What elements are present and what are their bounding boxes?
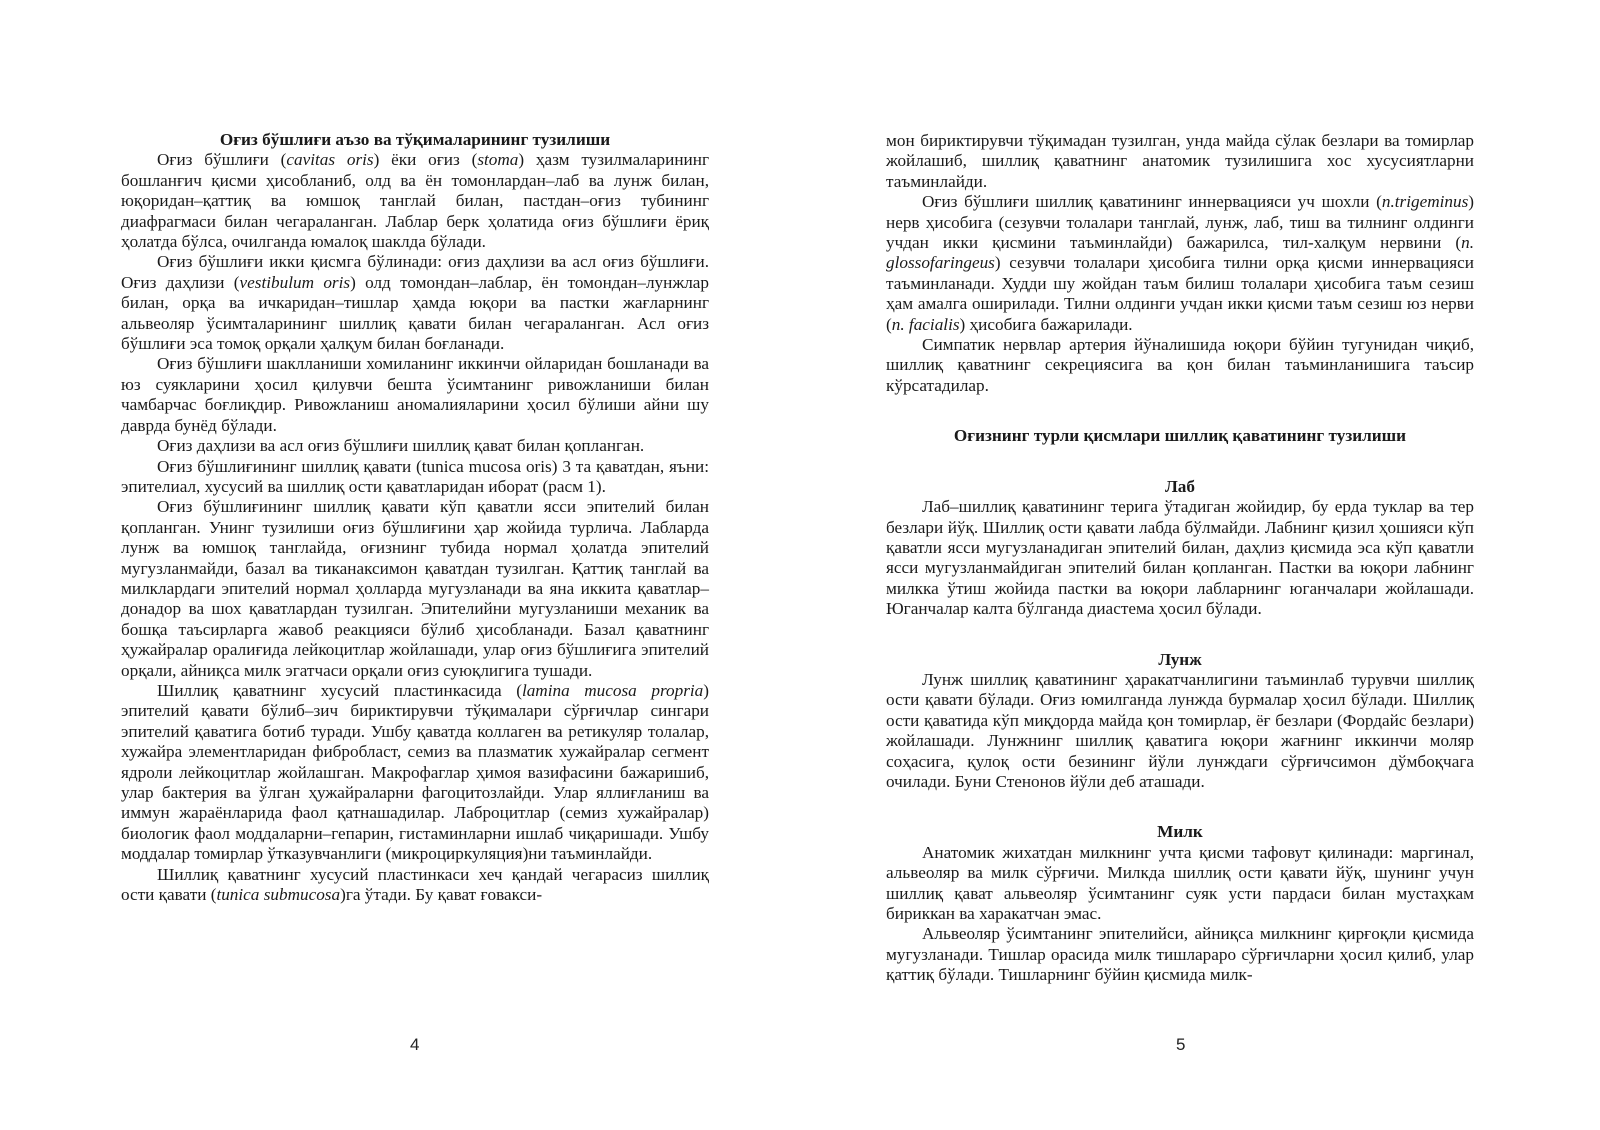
page-number-left: 4 [410, 1035, 420, 1054]
paragraph: Оғиз бўшлиғи (cavitas oris) ёки оғиз (stoma) ҳазм тузилмаларининг бошланғич қисми ҳисобланиб, олд ва ён томонлардан–лаб ва лунж билан, юқоридан–қаттиқ ва юмшоқ танглай билан, пастдан–оғиз тубининг диафрагмаси билан чегараланган. Лаблар берк ҳолатида оғиз бўшлиғи ёриқ ҳолатда бўлса, очилганда юмалоқ шаклда бўлади. [121, 150, 709, 252]
section-heading: Оғизнинг турли қисмлари шиллиқ қаватининг тузилиши [953, 426, 1407, 446]
subheading-lunzh: Лунж [1158, 649, 1202, 669]
page-number-right: 5 [1176, 1035, 1186, 1054]
subheading-milk: Милк [1157, 822, 1203, 842]
paragraph: Оғиз бўшлиғининг шиллиқ қавати кўп қаватли ясси эпителий билан қопланган. Унинг тузилиши оғиз бўшлиғини ҳар жойида турлича. Лабларда лунж ва юмшоқ танглайда, оғизнинг тубида нормал ҳолатда эпителий мугузланмайди, базал ва тиканаксимон қаватдан тузилган. Қаттиқ танглай ва милклардаги эпителий нормал ҳолларда мугузланади ва яна иккита қаватлар–донадор ва шох қаватлардан тузилган. Эпителийни мугузланиши механик ва бошқа таъсирларга жавоб реакцияси бўлиб ҳисобланади. Базал қаватнинг ҳужайралар оралиғида лейкоцитлар жойлашади, улар оғиз бўшлиғига эпителий орқали, айниқса милк эгатчаси орқали оғиз суюқлигига тушади. [121, 497, 709, 680]
subheading-lab: Лаб [1165, 476, 1195, 496]
paragraph: Симпатик нервлар артерия йўналишида юқори бўйин тугунидан чиқиб, шиллиқ қаватнинг секрециясига ва қон билан таъминланишига таъсир кўрсатадилар. [886, 335, 1474, 395]
paragraph: Шиллиқ қаватнинг хусусий пластинкаси хеч қандай чегарасиз шиллиқ ости қавати (tunica submucosa)га ўтади. Бу қават ғовакси- [121, 864, 709, 905]
paragraph: Шиллиқ қаватнинг хусусий пластинкасида (lamina mucosa propria) эпителий қавати бўлиб–зич бириктирувчи тўқималари сўрғичлар сингари эпителий қаватига ботиб туради. Ушбу қаватда коллаген ва ретикуляр толалар, хужайра элементларидан фибробласт, семиз ва плазматик хужайралар сегмент ядроли лейкоцитлар жойлашган. Макрофаглар ҳимоя вазифасини бажаришиб, улар бактерия ва ўлган ҳужайраларни фагоцитозлайди. Улар яллиғланиш ва иммун жараёнларида фаол қатнашадилар. Лаброцитлар (семиз хужайралар) биологик фаол моддаларни–гепарин, гистаминларни ишлаб чиқаришади. Ушбу моддалар томирлар ўтказувчанлиги (микроциркуляция)ни таъминлайди. [121, 680, 709, 864]
paragraph: Оғиз бўшлиғи икки қисмга бўлинади: оғиз даҳлизи ва асл оғиз бўшлиғи. Оғиз даҳлизи (vestibulum oris) олд томондан–лаблар, ён томондан–лунжлар билан, орқа ва ичкаридан–тишлар ҳамда юқори ва пастки жағларнинг альвеоляр ўсимталарининг шиллиқ қавати билан чегараланган. Асл оғиз бўшлиғи эса томоқ орқали ҳалқум билан боғланади. [121, 252, 710, 354]
left-page [121, 130, 709, 905]
paragraph: Оғиз бўшлиғининг шиллиқ қавати (tunica mucosa oris) 3 та қаватдан, яъни: эпителиал, хусусий ва шиллиқ ости қаватларидан иборат (расм 1). [121, 456, 709, 496]
paragraph: Оғиз даҳлизи ва асл оғиз бўшлиғи шиллиқ қават билан қопланган. [157, 436, 645, 456]
paragraph: Альвеоляр ўсимтанинг эпителийси, айниқса милкнинг қирғоқли қисмида мугузланади. Тишлар орасида милк тишлараро сўрғичларни ҳосил қилиб, улар қаттиқ бўлади. Тишларнинг бўйин қисмида милк- [886, 924, 1474, 985]
right-page [886, 131, 1474, 986]
paragraph: Оғиз бўшлиғи шиллиқ қаватининг иннервацияси уч шохли (n.trigeminus) нерв ҳисобига (сезувчи толалари танглай, лунж, лаб, тиш ва тилнинг олдинги учдан икки қисмини таъминлайди) бажарилса, тил-халқум нервини (n. glossofaringeus) сезувчи толалари ҳисобига тилни орқа қисми иннервацияси таъминланади. Худди шу жойдан таъм билиш толалари ҳисобига таъм сезиш ҳам амалга оширилади. Тилни олдинги учдан икки қисми таъм сезиш юз нерви (n. facialis) ҳисобига бажарилади. [886, 192, 1474, 334]
paragraph: Оғиз бўшлиғи шаклланиши хомиланинг иккинчи ойларидан бошланади ва юз суякларини ҳосил қилувчи бешта ўсимтанинг ривожланиши билан чамбарчас боғлиқдир. Ривожланиш аномалияларини ҳосил бўлиши айни шу даврда бунёд бўлади. [121, 354, 709, 435]
paragraph: мон бириктирувчи тўқимадан тузилган, унда майда сўлак безлари ва томирлар жойлашиб, шиллиқ қаватнинг анатомик тузилишига хос хусусиятларни таъминлайди. [886, 131, 1474, 191]
paragraph: Лунж шиллиқ қаватининг ҳаракатчанлигини таъминлаб турувчи шиллиқ ости қавати бўлади. Оғиз юмилганда лунжда бурмалар ҳосил бўлади. Шиллиқ ости қаватида кўп миқдорда майда қон томирлар, ёғ безлари (Фордайс безлари) жойлашади. Лунжнинг шиллиқ қаватига юқори жағнинг иккинчи моляр соҳасига, қулоқ ости безининг йўли лунждаги сўрғичсимон дўмбоқчага очилади. Буни Стенонов йўли деб аташади. [886, 669, 1474, 791]
section-heading: Оғиз бўшлиғи аъзо ва тўқималарининг тузилиши [219, 130, 611, 149]
paragraph: Лаб–шиллиқ қаватининг терига ўтадиган жойидир, бу ерда туклар ва тер безлари йўқ. Шиллиқ ости қавати лабда бўлмайди. Лабнинг қизил ҳошияси кўп қаватли ясси мугузланадиган эпителий билан, даҳлиз қисмида эса кўп қаватли ясси мугузланмайдиган эпителий билан қопланган. Пастки ва юқори лабнинг милкка ўтиш жойида пастки ва юқори лабларнинг юганчалари жойлашади. Юганчалар калта бўлганда диастема ҳосил бўлади. [886, 497, 1474, 619]
paragraph: Анатомик жихатдан милкнинг учта қисми тафовут қилинади: маргинал, альвеоляр ва милк сўрғичи. Милкда шиллиқ ости қавати йўқ, шунинг учун шиллиқ қават альвеоляр ўсимтанинг суяк усти пардаси билан мустаҳкам бириккан ва харакатчан эмас. [886, 842, 1474, 923]
